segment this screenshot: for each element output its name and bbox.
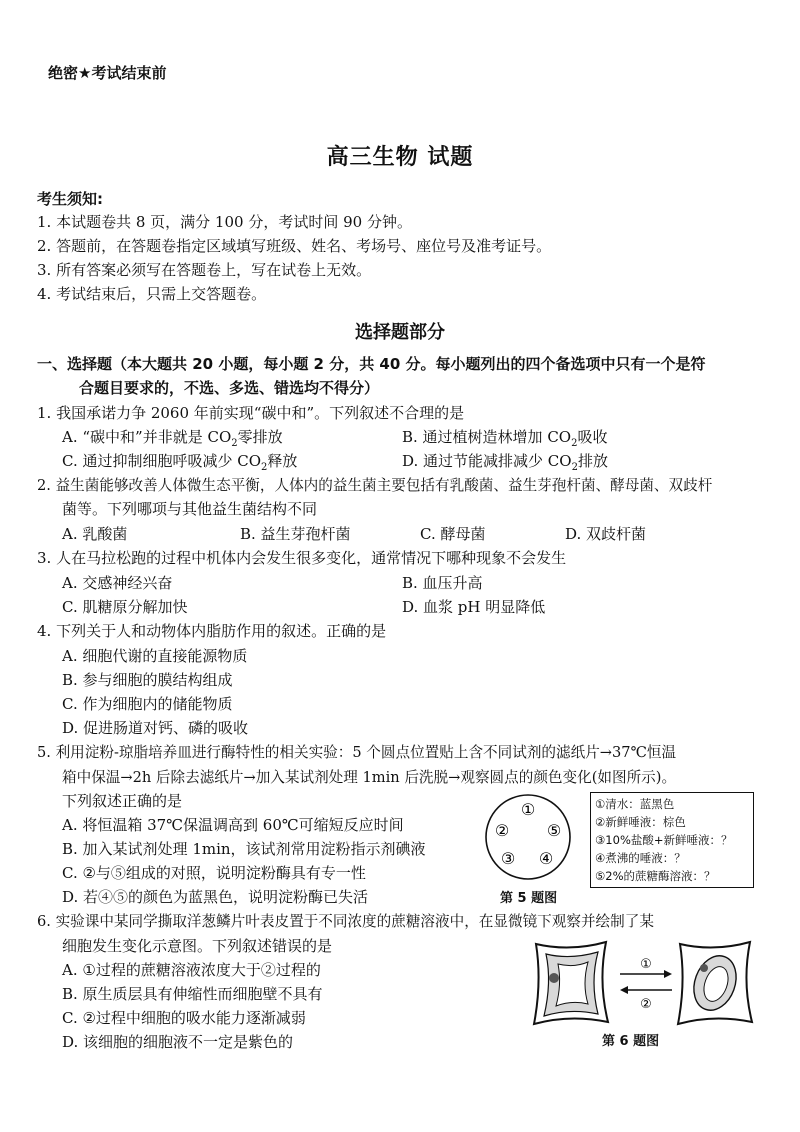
- question-5-stem: 箱中保温→2h 后除去滤纸片→加入某试剂处理 1min 后洗脱→观察圆点的颜色变化(如图所示)。: [62, 769, 677, 786]
- subscript: 2: [571, 462, 578, 473]
- notice-item: 1. 本试题卷共 8 页，满分 100 分，考试时间 90 分钟。: [37, 213, 412, 231]
- notice-heading: 考生须知:: [37, 190, 103, 208]
- plasmolysis-figure: [528, 938, 760, 1026]
- dot-label: ④: [538, 849, 554, 868]
- legend-item: ③10%盐酸+新鲜唾液：？: [595, 833, 733, 847]
- question-2-option-d: D. 双歧杆菌: [565, 525, 647, 543]
- question-3-option-d: D. 血浆 pH 明显降低: [402, 598, 546, 616]
- option-text: 零排放: [237, 428, 283, 446]
- figure-5-legend: [590, 792, 754, 888]
- question-6-stem: 细胞发生变化示意图。下列叙述错误的是: [62, 937, 333, 955]
- legend-item: ④煮沸的唾液：？: [595, 851, 686, 865]
- dot-label: ⑤: [546, 821, 562, 840]
- question-2-option-b: B. 益生芽孢杆菌: [240, 525, 351, 543]
- question-6-stem: 6. 实验课中某同学撕取洋葱鳞片叶表皮置于不同浓度的蔗糖溶液中，在显微镜下观察并绘制了某: [37, 913, 654, 930]
- option-text: C. 通过抑制细胞呼吸减少 CO: [62, 452, 262, 470]
- page-title: 高三生物 试题: [326, 145, 474, 170]
- subscript: 2: [231, 438, 238, 449]
- dot-label: ③: [500, 849, 516, 868]
- process-arrows: [620, 957, 672, 1012]
- question-4-option-a: A. 细胞代谢的直接能源物质: [62, 647, 248, 665]
- cell-before: [534, 942, 608, 1024]
- question-5-option-d: D. 若④⑤的颜色为蓝黑色，说明淀粉酶已失活: [62, 888, 369, 906]
- nucleus: [700, 964, 708, 972]
- option-text: 释放: [267, 452, 298, 470]
- nucleus: [549, 973, 559, 983]
- arrow-head: [664, 970, 672, 978]
- question-2-stem: 2. 益生菌能够改善人体微生态平衡，人体内的益生菌主要包括有乳酸菌、益生芽孢杆菌、酵母菌、双歧杆: [37, 477, 713, 494]
- question-2-option-c: C. 酵母菌: [420, 525, 486, 543]
- question-5-stem: 5. 利用淀粉-琼脂培养皿进行酶特性的相关实验：5 个圆点位置贴上含不同试剂的滤纸片→37℃恒温: [37, 744, 677, 761]
- question-5-stem: 下列叙述正确的是: [62, 792, 183, 810]
- legend-item: ①清水：蓝黑色: [595, 797, 675, 811]
- dot-label: ②: [494, 821, 510, 840]
- question-1-option-a: [62, 426, 283, 449]
- option-text: 吸收: [577, 428, 608, 446]
- question-1-stem: 1. 我国承诺力争 2060 年前实现“碳中和”。下列叙述不合理的是: [37, 404, 465, 422]
- subscript: 2: [571, 438, 578, 449]
- question-2-stem: 菌等。下列哪项与其他益生菌结构不同: [62, 500, 318, 518]
- legend-item: ⑤2%的蔗糖酶溶液：？: [595, 869, 716, 883]
- section-title: 选择题部分: [355, 322, 445, 343]
- option-text: A. “碳中和”并非就是 CO: [62, 428, 232, 446]
- question-6-option-c: C. ②过程中细胞的吸水能力逐渐减弱: [62, 1009, 306, 1027]
- part-heading-line: 合题目要求的，不选、多选、错选均不得分）: [79, 379, 380, 397]
- question-1-option-c: [62, 450, 297, 473]
- notice-item: 4. 考试结束后，只需上交答题卷。: [37, 285, 267, 303]
- question-4-option-c: C. 作为细胞内的储能物质: [62, 695, 233, 713]
- figure-5-caption: 第 5 题图: [500, 891, 558, 906]
- figure-6-caption: 第 6 题图: [602, 1034, 660, 1049]
- question-4-option-b: B. 参与细胞的膜结构组成: [62, 671, 233, 689]
- legend-item: ②新鲜唾液：棕色: [595, 815, 686, 829]
- question-5-option-b: B. 加入某试剂处理 1min，该试剂常用淀粉指示剂碘液: [62, 840, 426, 858]
- cell-after: [678, 942, 752, 1024]
- option-text: D. 通过节能减排减少 CO: [402, 452, 572, 470]
- question-1-option-b: [402, 426, 608, 449]
- part-heading: [37, 352, 767, 400]
- notice-item: 3. 所有答案必须写在答题卷上，写在试卷上无效。: [37, 261, 372, 279]
- notice-item: 2. 答题前，在答题卷指定区域填写班级、姓名、考场号、座位号及准考证号。: [37, 237, 552, 255]
- question-6-option-d: D. 该细胞的细胞液不一定是紫色的: [62, 1033, 294, 1051]
- question-3-option-c: C. 肌糖原分解加快: [62, 598, 188, 616]
- question-4-option-d: D. 促进肠道对钙、磷的吸收: [62, 719, 249, 737]
- dot-label: ①: [520, 800, 536, 819]
- question-3-option-b: B. 血压升高: [402, 574, 483, 592]
- question-3-option-a: A. 交感神经兴奋: [62, 574, 173, 592]
- question-6-option-b: B. 原生质层具有伸缩性而细胞壁不具有: [62, 985, 323, 1003]
- petri-dish-figure: [478, 792, 578, 882]
- confidential-label: 绝密★考试结束前: [48, 64, 167, 82]
- question-1-option-d: [402, 450, 608, 473]
- arrow-label: ①: [640, 957, 652, 972]
- vacuole: [556, 962, 588, 1006]
- option-text: B. 通过植树造林增加 CO: [402, 428, 572, 446]
- arrow-label: ②: [640, 997, 652, 1012]
- question-4-stem: 4. 下列关于人和动物体内脂肪作用的叙述。正确的是: [37, 622, 387, 640]
- question-3-stem: 3. 人在马拉松跑的过程中机体内会发生很多变化，通常情况下哪种现象不会发生: [37, 549, 567, 567]
- subscript: 2: [261, 462, 268, 473]
- question-2-option-a: A. 乳酸菌: [62, 525, 128, 543]
- question-6-option-a: A. ①过程的蔗糖溶液浓度大于②过程的: [62, 961, 321, 979]
- part-heading-line: 一、选择题（本大题共 20 小题，每小题 2 分，共 40 分。每小题列出的四个备选项中只有一个是符: [37, 355, 706, 373]
- question-5-option-a: A. 将恒温箱 37℃保温调高到 60℃可缩短反应时间: [62, 816, 404, 834]
- question-5-option-c: C. ②与⑤组成的对照，说明淀粉酶具有专一性: [62, 864, 366, 882]
- option-text: 排放: [577, 452, 608, 470]
- arrow-head: [620, 986, 628, 994]
